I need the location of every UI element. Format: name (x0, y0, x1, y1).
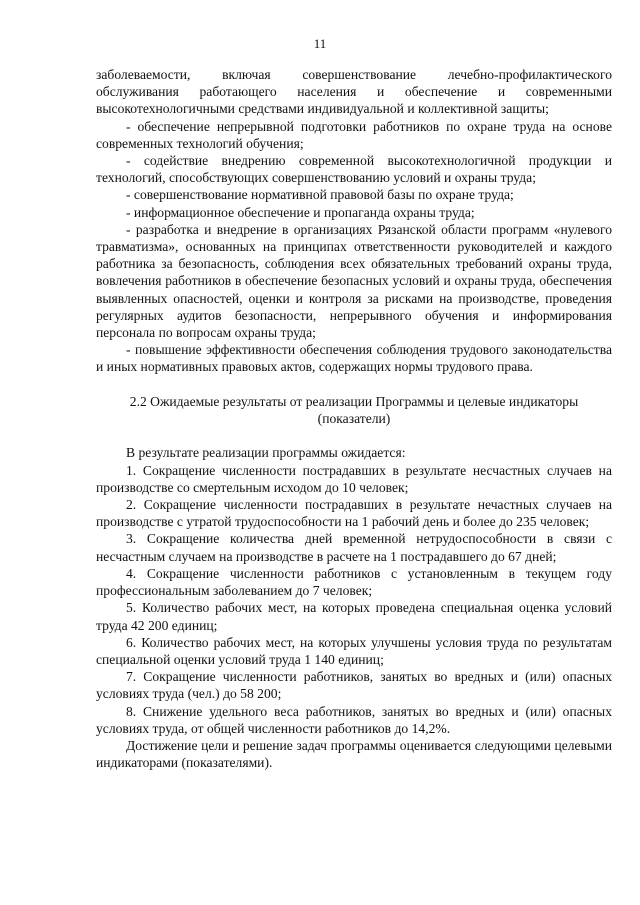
results-intro: В результате реализации программы ожидается: (126, 445, 406, 461)
result-item: 6. Количество рабочих мест, на которых улучшены условия труда по результатам специальной оценки условий труда 1 140 единиц; (96, 634, 612, 667)
task-item: - информационное обеспечение и пропаганда охраны труда; (126, 204, 475, 220)
result-item: 4. Сокращение численности работников с установленным в текущем году профессиональным заболеванием до 7 человек; (96, 565, 612, 599)
task-item: - обеспечение непрерывной подготовки работников по охране труда на основе современных технологий обучения; (96, 118, 612, 151)
section-title-line-2: (показатели) (317, 411, 391, 427)
task-item: - содействие внедрению современной высокотехнологичной продукции и технологий, способствующих совершенствованию условий и охраны труда; (96, 153, 612, 186)
result-item: 7. Сокращение численности работников, занятых во вредных и (или) опасных условиях труда (чел.) до 58 200; (96, 669, 612, 702)
result-item: 5. Количество рабочих мест, на которых проведена специальная оценка условий труда 42 200 единиц; (96, 600, 612, 633)
results-closing: Достижение цели и решение задач программы оценивается следующими целевыми индикаторами (показателями). (96, 737, 612, 771)
intro-continuation: заболеваемости, включая совершенствование лечебно-профилактического обслуживания работающего населения и обеспечение и современными высокотехнологичными средствами индивидуальной и коллективной защиты; (96, 67, 612, 117)
section-title (96, 393, 612, 428)
task-item: - повышение эффективности обеспечения соблюдения трудового законодательства и иных нормативных правовых актов, содержащих нормы трудового права. (96, 342, 612, 375)
result-item: 8. Снижение удельного веса работников, занятых во вредных и (или) опасных условиях труда, от общей численности работников до 14,2%. (96, 703, 612, 736)
result-item: 2. Сокращение численности пострадавших в результате нечастных случаев на производстве с утратой трудоспособности на 1 рабочий день и более до 235 человек; (96, 497, 612, 530)
result-item: 1. Сокращение численности пострадавших в результате несчастных случаев на производстве со смертельным исходом до 10 человек; (96, 462, 612, 495)
section-title-line-1: 2.2 Ожидаемые результаты от реализации Программы и целевые индикаторы (129, 393, 579, 409)
task-item: - разработка и внедрение в организациях Рязанской области программ «нулевого травматизма», основанных на принципах ответственности руководителей и каждого работника за безопасность, соблюдения всех обязательных требований охраны труда, вовлечения работников в обеспечение безопасных условий и охраны труда, обеспечения выявленных опасностей, оценки и контроля за рисками на производстве, проведения регулярных аудитов безопасности, непрерывного обучения и информирования персонала по вопросам охраны труда; (96, 221, 612, 341)
document-body (96, 66, 612, 771)
task-item: - совершенствование нормативной правовой базы по охране труда; (126, 187, 514, 203)
page-number: 11 (313, 36, 327, 51)
result-item: 3. Сокращение количества дней временной нетрудоспособности в связи с несчастным случаем на производстве в расчете на 1 пострадавшего до 67 дней; (96, 531, 612, 564)
